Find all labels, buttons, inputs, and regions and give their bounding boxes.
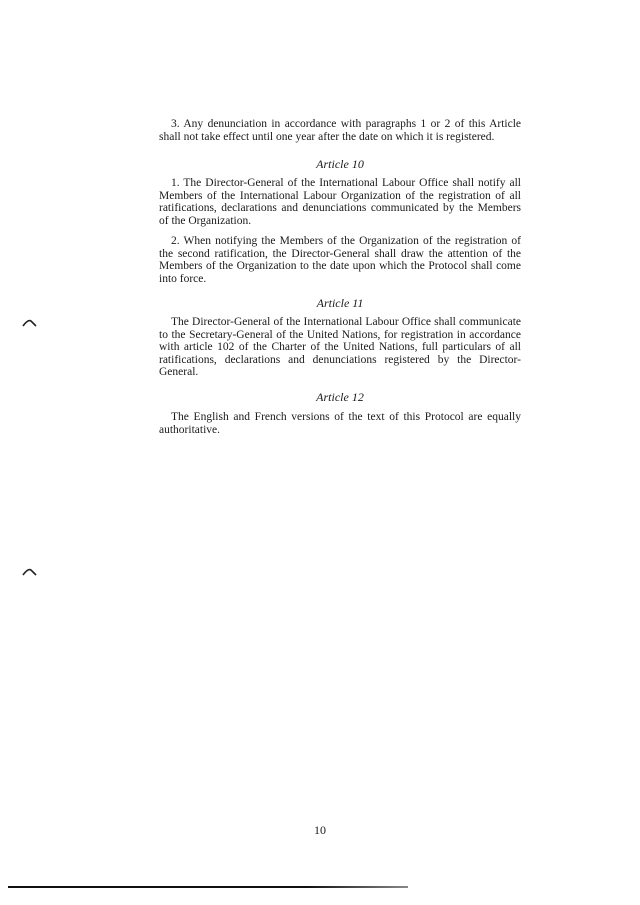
- article-10-paragraph-1: 1. The Director-General of the International Labour Office shall notify all Members of the International Labour Organization of the registration of all ratifications, declarations and denunciations communicated by the Members of the Organization.: [159, 177, 521, 227]
- paragraph-3: 3. Any denunciation in accordance with paragraphs 1 or 2 of this Article shall not take effect until one year after the date on which it is registered.: [159, 118, 521, 143]
- page-number: 10: [314, 823, 326, 837]
- article-12-para-block: [159, 411, 521, 436]
- article-11-heading: Article 11: [316, 296, 364, 310]
- binder-mark-icon: [22, 567, 38, 577]
- article-10-para-2-block: [159, 235, 521, 285]
- article-10-para-1-block: [159, 177, 521, 227]
- article-10-heading: Article 10: [316, 157, 364, 171]
- article-11-para-block: [159, 316, 521, 379]
- article-12-heading: Article 12: [316, 390, 364, 404]
- article-12-paragraph: The English and French versions of the text of this Protocol are equally authoritative.: [159, 411, 521, 436]
- article-11-paragraph: The Director-General of the International Labour Office shall communicate to the Secretary-General of the United Nations, for registration in accordance with article 102 of the Charter of the United Nations, full particulars of all ratifications, declarations and denunciations registered by the Director-General.: [159, 316, 521, 378]
- binder-mark-icon: [22, 318, 38, 328]
- paragraph-3-block: [159, 118, 521, 143]
- article-10-paragraph-2: 2. When notifying the Members of the Organization of the registration of the second ratification, the Director-General shall draw the attention of the Members of the Organization to the date upon which the Protocol shall come into force.: [159, 235, 521, 285]
- scan-edge-divider: [8, 886, 408, 888]
